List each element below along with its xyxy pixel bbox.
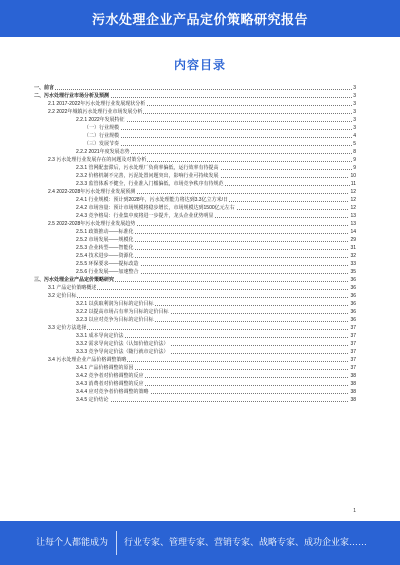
- toc-entry-page: 29: [350, 237, 356, 243]
- toc-entry-page: 8: [353, 149, 356, 155]
- toc-entry-title: 3.3.2 需求导向定价法（认知价值定价法）: [76, 341, 169, 347]
- table-of-contents: [34, 84, 356, 404]
- toc-entry[interactable]: [34, 204, 356, 212]
- toc-entry[interactable]: [34, 108, 356, 116]
- toc-entry-title: 2.2.1 2022年发展特征: [76, 117, 125, 123]
- toc-entry[interactable]: [34, 292, 356, 300]
- toc-leader-dots: [34, 89, 356, 90]
- toc-entry-title: 2.5 2022-2028年污水处理行业发展趋势: [48, 221, 136, 227]
- toc-heading: 内容目录: [173, 58, 226, 72]
- toc-entry[interactable]: [34, 268, 356, 276]
- toc-entry-title: 3.4.3 消费者对价格调整的反应: [76, 381, 144, 387]
- toc-entry-title: 3.4 污水处理企业产品价格调整策略: [48, 357, 127, 363]
- toc-entry-page: 37: [350, 325, 356, 331]
- toc-entry-title: 2.3 污水处理行业发展存在的问题及对策分析: [48, 157, 147, 163]
- toc-entry-title: 2.5.2 市场发展——规模化: [76, 237, 134, 243]
- footer-bar: [0, 521, 400, 565]
- toc-entry-page: 10: [350, 173, 356, 179]
- toc-entry[interactable]: [34, 348, 356, 356]
- toc-entry-title: 2.5.4 技术进步——资源化: [76, 253, 134, 259]
- toc-entry[interactable]: [34, 116, 356, 124]
- toc-entry[interactable]: [34, 340, 356, 348]
- toc-entry[interactable]: [34, 276, 356, 284]
- footer-slogan: 让每个人都能成为: [36, 537, 109, 547]
- toc-entry-title: 2.4 2022-2028年污水处理行业发展预测: [48, 189, 136, 195]
- toc-entry[interactable]: [34, 316, 356, 324]
- toc-entry-title: 2.5.1 政策推动——标准化: [76, 229, 134, 235]
- toc-entry-page: 12: [350, 197, 356, 203]
- toc-entry[interactable]: [34, 236, 356, 244]
- toc-entry-title: 3.2.3 以应对竞争为目标的定价目标: [76, 317, 154, 323]
- toc-entry-page: 36: [350, 293, 356, 299]
- toc-leader-dots: [84, 129, 356, 130]
- toc-entry[interactable]: [34, 252, 356, 260]
- toc-leader-dots: [48, 297, 356, 298]
- toc-entry[interactable]: [34, 172, 356, 180]
- toc-entry-title: 二、污水处理行业市场分析及预测: [34, 93, 110, 99]
- toc-entry[interactable]: [34, 260, 356, 268]
- toc-entry-page: 37: [350, 357, 356, 363]
- toc-entry[interactable]: [34, 364, 356, 372]
- toc-entry-page: 12: [350, 189, 356, 195]
- toc-entry[interactable]: [34, 212, 356, 220]
- toc-entry-title: 2.4.3 竞争格局：行业集中度将进一步提升，龙头企业优势明显: [76, 213, 214, 219]
- toc-entry-title: 2.5.6 行业发展——加速整合: [76, 269, 139, 275]
- toc-entry-title: 3.2 定价目标: [48, 293, 77, 299]
- toc-entry-title: 2.2.2 2021年度发展态势: [76, 149, 130, 155]
- toc-entry-page: 3: [353, 109, 356, 115]
- toc-entry-page: 3: [353, 125, 356, 131]
- footer-tagline: 行业专家、管理专家、营销专家、战略专家、成功企业家……: [124, 537, 368, 547]
- toc-entry-title: 2.5.3 企业转型——智能化: [76, 245, 134, 251]
- toc-entry[interactable]: [34, 396, 356, 404]
- toc-entry-page: 14: [350, 229, 356, 235]
- toc-entry-page: 37: [350, 333, 356, 339]
- toc-entry-title: 3.4.1 产品价格调整的原因: [76, 365, 134, 371]
- toc-leader-dots: [48, 329, 356, 330]
- toc-entry[interactable]: [34, 84, 356, 92]
- toc-entry[interactable]: [34, 100, 356, 108]
- toc-entry[interactable]: [34, 196, 356, 204]
- toc-entry[interactable]: [34, 188, 356, 196]
- toc-entry-title: 3.4.4 应对竞争者价格调整的策略: [76, 389, 149, 395]
- toc-entry-page: 36: [350, 309, 356, 315]
- toc-entry[interactable]: [34, 148, 356, 156]
- header-bar: [0, 0, 400, 37]
- toc-entry-title: 2.4.2 市场容量：预计市场规模将稳步增长，市场规模达到1500亿元左右: [76, 205, 235, 211]
- toc-entry-page: 38: [350, 397, 356, 403]
- toc-entry-page: 37: [350, 341, 356, 347]
- toc-entry-title: 3.3.3 竞争导向定价法（随行就市定价法）: [76, 349, 169, 355]
- toc-entry[interactable]: [34, 164, 356, 172]
- toc-entry[interactable]: [34, 300, 356, 308]
- toc-entry-page: 36: [350, 277, 356, 283]
- toc-entry[interactable]: [34, 180, 356, 188]
- toc-entry-page: 3: [353, 117, 356, 123]
- toc-entry[interactable]: [34, 228, 356, 236]
- toc-entry-page: 5: [353, 141, 356, 147]
- toc-entry-page: 36: [350, 317, 356, 323]
- toc-entry[interactable]: [34, 388, 356, 396]
- toc-entry-title: 3.3.1 成本导向定价法: [76, 333, 124, 339]
- toc-entry[interactable]: [34, 332, 356, 340]
- toc-entry-page: 33: [350, 261, 356, 267]
- toc-entry[interactable]: [34, 308, 356, 316]
- toc-entry[interactable]: [34, 156, 356, 164]
- toc-entry[interactable]: [34, 372, 356, 380]
- toc-entry-title: 3.4.2 竞争者对价格调整的反应: [76, 373, 144, 379]
- toc-entry-page: 38: [350, 381, 356, 387]
- toc-entry[interactable]: [34, 356, 356, 364]
- toc-entry[interactable]: [34, 284, 356, 292]
- toc-entry-title: （一）行业规模: [84, 125, 120, 131]
- toc-entry-page: 38: [350, 389, 356, 395]
- toc-entry-page: 36: [350, 301, 356, 307]
- footer-divider: [116, 531, 117, 555]
- toc-entry-page: 3: [353, 85, 356, 91]
- toc-leader-dots: [84, 145, 356, 146]
- toc-entry-title: 2.4.1 行业规模：预计到2028年，污水处理能力将达到3.3亿立方米/日: [76, 197, 228, 203]
- toc-entry-page: 38: [350, 373, 356, 379]
- toc-entry-title: 2.3.1 管网配套滞后，污水处理厂负荷率偏低，运行效率有待提高: [76, 165, 219, 171]
- toc-entry[interactable]: [34, 92, 356, 100]
- report-title: 污水处理企业产品定价策略研究报告: [91, 12, 308, 27]
- toc-entry-page: 37: [350, 365, 356, 371]
- toc-entry-title: （二）行业规模: [84, 133, 120, 139]
- toc-entry-title: 2.3.2 价格机制不完善，污泥处置问题突出，影响行业可持续发展: [76, 173, 219, 179]
- toc-entry-page: 35: [350, 269, 356, 275]
- toc-entry[interactable]: [34, 324, 356, 332]
- toc-entry-page: 12: [350, 205, 356, 211]
- toc-entry-title: 3.4.5 定价结论: [76, 397, 109, 403]
- toc-entry-page: 3: [353, 101, 356, 107]
- toc-entry-title: 3.2.1 以获取利润为目标的定价目标: [76, 301, 154, 307]
- toc-entry[interactable]: [34, 220, 356, 228]
- toc-entry-page: 31: [350, 245, 356, 251]
- toc-entry-page: 36: [350, 285, 356, 291]
- toc-entry-title: （三）发展节奏: [84, 141, 120, 147]
- toc-entry-page: 11: [350, 181, 356, 187]
- toc-entry-title: 3.3 定价方法选择: [48, 325, 87, 331]
- toc-entry[interactable]: [34, 380, 356, 388]
- toc-entry-title: 一、前言: [34, 85, 55, 91]
- toc-entry-page: 9: [353, 165, 356, 171]
- toc-entry[interactable]: [34, 244, 356, 252]
- toc-entry-page: 13: [350, 221, 356, 227]
- toc-leader-dots: [84, 137, 356, 138]
- toc-entry[interactable]: [34, 132, 356, 140]
- toc-entry-title: 2.3.3 监管体系不健全，行业准入门槛偏低，市场竞争秩序有待规范: [76, 181, 224, 187]
- toc-entry-page: 9: [353, 157, 356, 163]
- toc-entry-page: 4: [353, 133, 356, 139]
- toc-entry-title: 2.1 2017-2022年污水处理行业发展现状分析: [48, 101, 146, 107]
- toc-entry-page: 37: [350, 349, 356, 355]
- page-number: 1: [353, 508, 356, 514]
- toc-entry-title: 3.1 产品定价策略概述: [48, 285, 97, 291]
- toc-entry-page: 3: [353, 93, 356, 99]
- toc-entry-page: 32: [350, 253, 356, 259]
- toc-entry-title: 3.2.2 以提高市场占有率为目标的定价目标: [76, 309, 169, 315]
- toc-leader-dots: [76, 401, 356, 402]
- toc-entry[interactable]: [34, 140, 356, 148]
- toc-entry-title: 三、污水处理企业产品定价策略研究: [34, 277, 115, 283]
- toc-entry-title: 2.2 2022年城镇污水处理行业市场发展分析: [48, 109, 143, 115]
- toc-entry-page: 13: [350, 213, 356, 219]
- toc-entry-title: 2.5.5 环保要求——提标改造: [76, 261, 139, 267]
- toc-entry[interactable]: [34, 124, 356, 132]
